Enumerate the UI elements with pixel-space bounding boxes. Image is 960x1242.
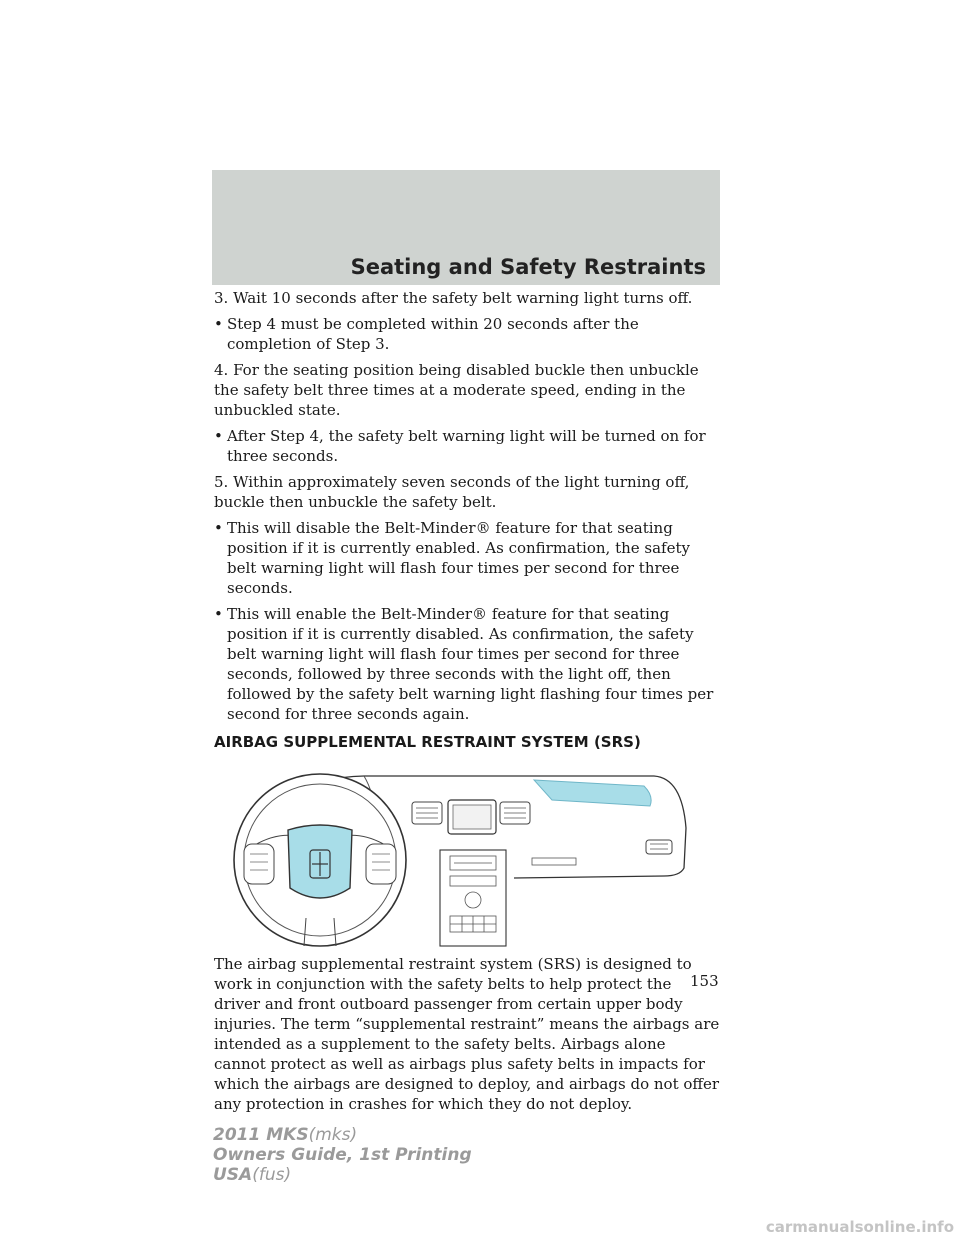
step-3: 3. Wait 10 seconds after the safety belt warning light turns off. [214, 289, 693, 307]
bullet-text: Step 4 must be completed within 20 seconds after the completion of Step 3. [227, 315, 639, 353]
srs-description: The airbag supplemental restraint system (SRS) is designed to work in conjunction with the safety belts to help protect the driver and front outboard passenger from certain upper body injuries. The term “supplemental restraint” means the airbags are intended as a supplement to the safety belts. Airbags alone cannot protect as well as airbags plus safety belts in impacts for which the airbags are designed to deploy, and airbags do not offer any protection in crashes for which they do not deploy. [214, 955, 720, 1113]
bullet-text: This will disable the Belt-Minder® feature for that seating position if it is currently enabled. As confirmation, the safety belt warning light will flash four times per second for three seconds. [227, 519, 690, 597]
srs-heading: AIRBAG SUPPLEMENTAL RESTRAINT SYSTEM (SRS) [214, 733, 641, 751]
footer-model-code: (mks) [308, 1125, 358, 1145]
bullet-text: This will enable the Belt-Minder® feature for that seating position if it is currently disabled. As confirmation, the safety belt warning light will flash four times per second for three seconds, followed by three seconds with the light off, then followed by the safety belt warning light flashing four times per second for three seconds again. [227, 605, 714, 723]
bullet-dot: • [214, 519, 223, 537]
bullet-enable [214, 604, 722, 724]
bullet-dot: • [214, 605, 223, 623]
bullet-disable [214, 518, 722, 598]
bullet-dot: • [214, 315, 223, 333]
footer-line-market [213, 1165, 472, 1185]
bullet-dot: • [214, 427, 223, 445]
dashboard-airbag-illustration [214, 758, 694, 948]
step-5: 5. Within approximately seven seconds of the light turning off, buckle then unbuckle the safety belt. [214, 473, 690, 511]
page-content [214, 288, 722, 1120]
page-number: 153 [690, 972, 719, 990]
watermark: carmanualsonline.info [765, 1218, 954, 1236]
footer-market-code: (fus) [252, 1165, 292, 1185]
bullet-step4-light [214, 426, 722, 466]
footer-line-model [213, 1125, 472, 1145]
footer-market: USA [213, 1165, 253, 1185]
step-4: 4. For the seating position being disabled buckle then unbuckle the safety belt three times at a moderate speed, ending in the unbuckled state. [214, 361, 699, 419]
section-title: Seating and Safety Restraints [350, 255, 706, 279]
bullet-step4-timing [214, 314, 722, 354]
footer-model: 2011 MKS [213, 1125, 309, 1145]
bullet-text: After Step 4, the safety belt warning light will be turned on for three seconds. [227, 427, 706, 465]
section-header-band [212, 170, 720, 285]
document-footer [213, 1125, 472, 1185]
footer-guide: Owners Guide, 1st Printing [213, 1145, 472, 1165]
